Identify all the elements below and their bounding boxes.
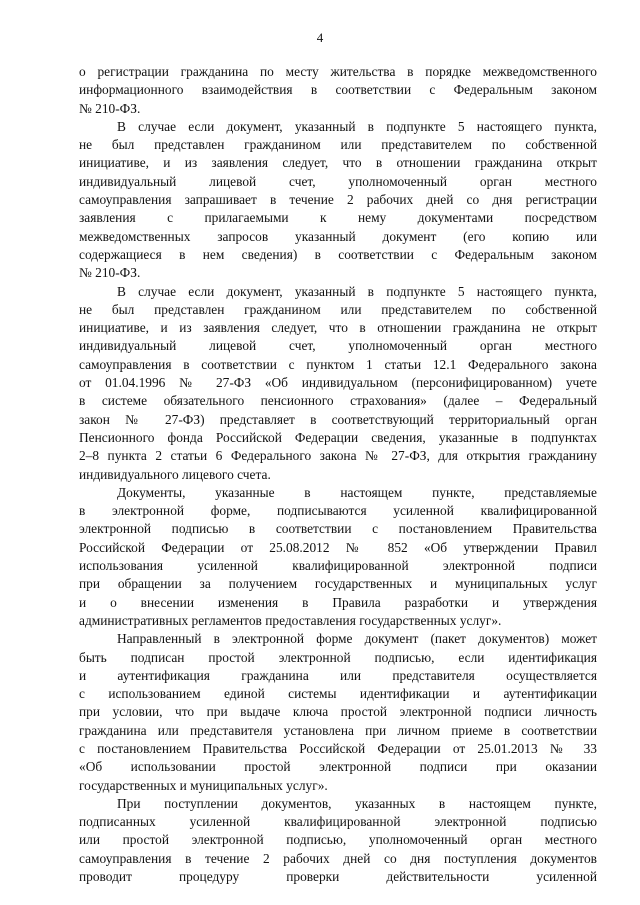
text-line: межведомственных запросов указанный документ (его копию или	[79, 228, 597, 244]
text-line: закон № 27-ФЗ) представляет в соответствующий территориальный орган	[79, 411, 597, 427]
text-line: Российской Федерации от 25.08.2012 № 852 «Об утверждении Правил	[79, 539, 597, 555]
text-line: гражданина или представителя установлена при личном приеме в соответствии	[79, 722, 597, 738]
text-line: индивидуального лицевого счета.	[79, 466, 271, 482]
body-text	[79, 63, 597, 886]
text-line: Направленный в электронной форме документ (пакет документов) может	[117, 631, 597, 647]
text-line: В случае если документ, указанный в подпункте 5 настоящего пункта,	[117, 283, 597, 299]
text-line: № 210-ФЗ.	[79, 265, 141, 281]
text-line: быть подписан простой электронной подписью, если идентификация	[79, 649, 597, 665]
page-number: 4	[316, 30, 324, 45]
text-line: при условии, что при выдаче ключа простой электронной подписи личность	[79, 704, 597, 720]
text-line: самоуправления в течение 2 рабочих дней со дня поступления документов	[79, 850, 597, 866]
text-line: подписанных усиленной квалифицированной электронной подписью	[79, 814, 597, 830]
text-line: в системе обязательного пенсионного страхования» (далее – Федеральный	[79, 393, 597, 409]
text-line: В случае если документ, указанный в подпункте 5 настоящего пункта,	[117, 118, 597, 134]
text-line: содержащиеся в нем сведения) в соответствии с Федеральным законом	[79, 246, 597, 262]
text-line: заявления с прилагаемыми к нему документами посредством	[79, 210, 597, 226]
text-line: инициативе, и из заявления следует, что в отношении гражданина не открыт	[79, 320, 597, 336]
text-line: № 210-ФЗ.	[79, 100, 141, 116]
text-line: государственных и муниципальных услуг».	[79, 777, 328, 793]
text-line: проводит процедуру проверки действительности усиленной	[79, 869, 597, 885]
text-line: Пенсионного фонда Российской Федерации сведения, указанные в подпунктах	[79, 429, 597, 445]
text-line: при обращении за получением государственных и муниципальных услуг	[79, 576, 597, 592]
text-line: от 01.04.1996 № 27-ФЗ «Об индивидуальном (персонифицированном) учете	[79, 375, 597, 391]
text-line: индивидуальный лицевой счет, уполномоченный орган местного	[79, 173, 597, 189]
text-line: 2–8 пункта 2 статьи 6 Федерального закона № 27-ФЗ, для открытия гражданину	[79, 448, 597, 464]
text-line: и о внесении изменения в Правила разработки и утверждения	[79, 594, 597, 610]
text-line: использования усиленной квалифицированной электронной подписи	[79, 558, 597, 574]
text-line: При поступлении документов, указанных в настоящем пункте,	[117, 795, 597, 811]
text-line: и аутентификация гражданина или представителя осуществляется	[79, 667, 597, 683]
text-line: с использованием единой системы идентификации и аутентификации	[79, 686, 597, 702]
text-line: административных регламентов предоставления государственных услуг».	[79, 612, 502, 628]
text-line: о регистрации гражданина по месту жительства в порядке межведомственного	[79, 64, 597, 79]
text-line: в электронной форме, подписываются усиленной квалифицированной	[79, 503, 597, 519]
text-line: электронной подписью в соответствии с постановлением Правительства	[79, 521, 597, 537]
text-line: самоуправления в соответствии с пунктом 1 статьи 12.1 Федерального закона	[79, 356, 597, 372]
text-line: не был представлен гражданином или представителем по собственной	[79, 137, 597, 153]
text-line: самоуправления запрашивает в течение 2 рабочих дней со дня регистрации	[79, 192, 597, 208]
text-line: «Об использовании простой электронной подписи при оказании	[79, 759, 597, 775]
text-line: информационного взаимодействия в соответствии с Федеральным законом	[79, 82, 597, 98]
text-line: инициативе, и из заявления следует, что в отношении гражданина открыт	[79, 155, 597, 171]
text-line: или простой электронной подписью, уполномоченный орган местного	[79, 832, 597, 848]
text-line: индивидуальный лицевой счет, уполномоченный орган местного	[79, 338, 597, 354]
text-line: с постановлением Правительства Российской Федерации от 25.01.2013 № 33	[79, 740, 597, 756]
text-line: не был представлен гражданином или представителем по собственной	[79, 301, 597, 317]
text-line: Документы, указанные в настоящем пункте, представляемые	[117, 484, 597, 500]
